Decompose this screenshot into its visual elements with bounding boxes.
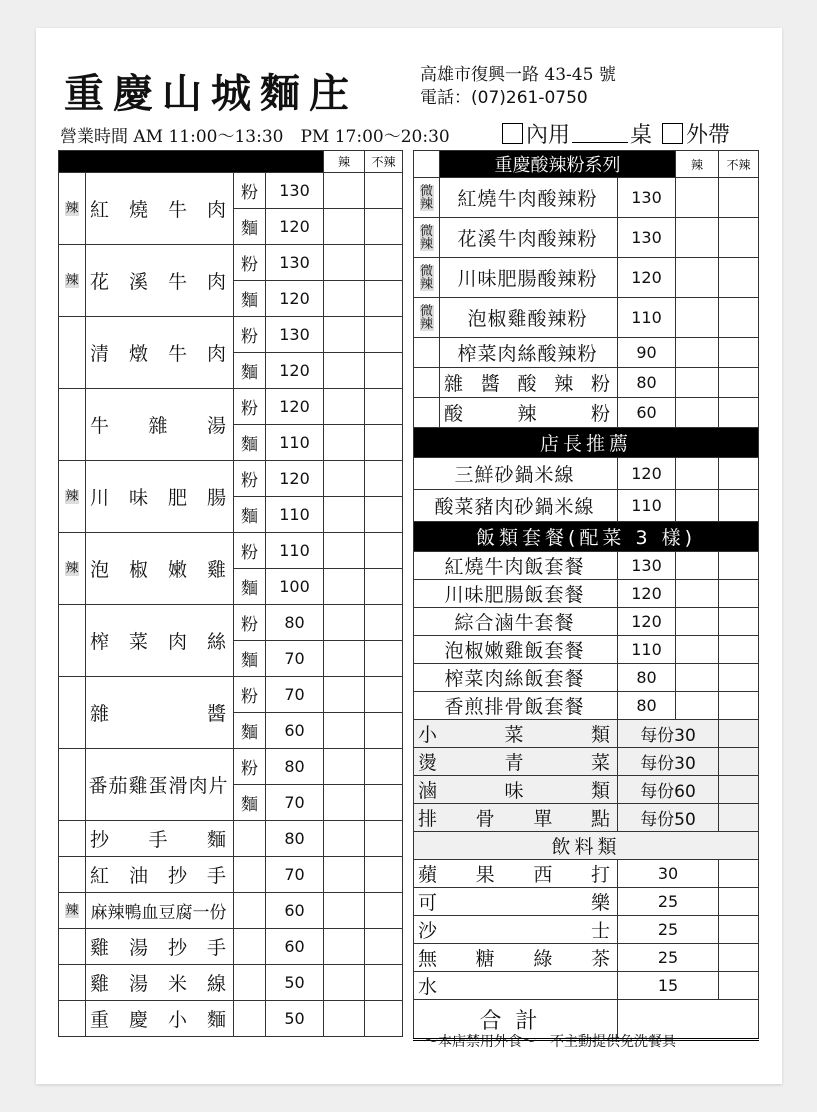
qty-cell[interactable] bbox=[676, 692, 719, 720]
single-item bbox=[86, 893, 234, 929]
item-name: 泡椒雞酸辣粉 bbox=[467, 308, 588, 330]
sour-item bbox=[440, 178, 618, 218]
sour-series-title: 重慶酸辣粉系列 bbox=[440, 151, 676, 178]
spicy-tag-cell bbox=[59, 929, 86, 965]
drink-item bbox=[414, 944, 618, 972]
not-spicy-checkbox[interactable] bbox=[365, 425, 403, 461]
single-item bbox=[86, 929, 234, 965]
not-spicy-checkbox[interactable] bbox=[365, 929, 403, 965]
item-name: 雜 醬 酸 辣 粉 bbox=[444, 373, 611, 395]
item-name: 泡椒嫩雞飯套餐 bbox=[444, 640, 585, 662]
qty-cell[interactable] bbox=[676, 608, 719, 636]
rice-noodle-label: 粉 bbox=[234, 749, 266, 785]
col-spicy: 辣 bbox=[324, 151, 365, 173]
item-name: 川味肥腸酸辣粉 bbox=[457, 268, 598, 290]
item-price: 90 bbox=[618, 338, 676, 368]
side-item bbox=[414, 720, 618, 748]
not-spicy-checkbox[interactable] bbox=[365, 857, 403, 893]
spicy-checkbox[interactable] bbox=[324, 425, 365, 461]
spicy-tag: 辣 bbox=[65, 200, 79, 216]
drink-item bbox=[414, 972, 618, 1000]
rice-set-item bbox=[414, 692, 618, 720]
qty-cell[interactable] bbox=[719, 944, 759, 972]
noodle-item bbox=[86, 749, 234, 821]
price-rice-noodle: 80 bbox=[266, 749, 324, 785]
side-price: 每份30 bbox=[618, 720, 719, 748]
spicy-tag: 辣 bbox=[65, 272, 79, 288]
right-menu-table bbox=[413, 150, 759, 1041]
single-item bbox=[86, 821, 234, 857]
item-name: 三鮮砂鍋米線 bbox=[454, 464, 575, 486]
mild-tag-cell bbox=[414, 368, 440, 398]
price-noodle: 100 bbox=[266, 569, 324, 605]
qty-cell[interactable] bbox=[676, 580, 719, 608]
not-spicy-checkbox[interactable] bbox=[719, 368, 759, 398]
spicy-checkbox[interactable] bbox=[676, 218, 719, 258]
spicy-checkbox[interactable] bbox=[324, 281, 365, 317]
spicy-checkbox[interactable] bbox=[676, 338, 719, 368]
side-price: 每份30 bbox=[618, 748, 719, 776]
price-noodle: 120 bbox=[266, 353, 324, 389]
not-spicy-checkbox[interactable] bbox=[365, 317, 403, 353]
empty-cell bbox=[234, 1001, 266, 1037]
qty-cell[interactable] bbox=[719, 664, 759, 692]
not-spicy-checkbox[interactable] bbox=[365, 245, 403, 281]
qty-cell[interactable] bbox=[676, 664, 719, 692]
noodle-menu-table bbox=[58, 150, 403, 1037]
mild-tag-cell bbox=[414, 398, 440, 428]
not-spicy-checkbox[interactable] bbox=[365, 749, 403, 785]
dine-in-checkbox[interactable] bbox=[502, 123, 523, 144]
price-noodle: 110 bbox=[266, 497, 324, 533]
not-spicy-checkbox[interactable] bbox=[365, 533, 403, 569]
item-name: 番茄雞蛋滑肉片 bbox=[88, 775, 229, 797]
item-name: 水 bbox=[418, 976, 439, 998]
not-spicy-checkbox[interactable] bbox=[365, 677, 403, 713]
item-name: 紅 油 抄 手 bbox=[90, 865, 227, 887]
side-item bbox=[414, 776, 618, 804]
qty-cell[interactable] bbox=[676, 490, 719, 522]
item-name: 雜 醬 bbox=[90, 703, 227, 725]
qty-cell[interactable] bbox=[719, 458, 759, 490]
item-name: 榨菜肉絲飯套餐 bbox=[444, 668, 585, 690]
not-spicy-checkbox[interactable] bbox=[365, 497, 403, 533]
spicy-tag: 辣 bbox=[65, 560, 79, 576]
spicy-tag-cell bbox=[59, 245, 86, 317]
col-not-spicy: 不辣 bbox=[365, 151, 403, 173]
not-spicy-checkbox[interactable] bbox=[719, 218, 759, 258]
spicy-checkbox[interactable] bbox=[324, 533, 365, 569]
not-spicy-checkbox[interactable] bbox=[719, 398, 759, 428]
spicy-tag-cell bbox=[59, 317, 86, 389]
item-name: 無 糖 綠 茶 bbox=[418, 948, 611, 970]
noodle-item bbox=[86, 605, 234, 677]
price-rice-noodle: 120 bbox=[266, 389, 324, 425]
rice-set-item bbox=[414, 552, 618, 580]
rice-set-item bbox=[414, 664, 618, 692]
qty-cell[interactable] bbox=[676, 458, 719, 490]
price-noodle: 70 bbox=[266, 641, 324, 677]
item-name: 香煎排骨飯套餐 bbox=[444, 696, 585, 718]
item-price: 120 bbox=[618, 258, 676, 298]
noodle-label: 麵 bbox=[234, 713, 266, 749]
spicy-tag-cell bbox=[59, 677, 86, 749]
single-item bbox=[86, 857, 234, 893]
rice-noodle-label: 粉 bbox=[234, 389, 266, 425]
qty-cell[interactable] bbox=[719, 636, 759, 664]
chef-item bbox=[414, 490, 618, 522]
noodle-label: 麵 bbox=[234, 353, 266, 389]
col-not-spicy: 不辣 bbox=[719, 151, 759, 178]
mild-spicy-tag: 微辣 bbox=[419, 183, 433, 212]
item-price: 80 bbox=[266, 821, 324, 857]
noodle-item bbox=[86, 677, 234, 749]
spicy-checkbox[interactable] bbox=[676, 368, 719, 398]
empty-cell bbox=[234, 929, 266, 965]
not-spicy-checkbox[interactable] bbox=[719, 178, 759, 218]
spicy-checkbox[interactable] bbox=[676, 298, 719, 338]
address: 高雄市復興一路 43-45 號 bbox=[420, 65, 616, 85]
noodle-label: 麵 bbox=[234, 641, 266, 677]
item-name: 川 味 肥 腸 bbox=[90, 487, 227, 509]
price-rice-noodle: 130 bbox=[266, 317, 324, 353]
noodle-item bbox=[86, 317, 234, 389]
chef-recommend-title: 店長推薦 bbox=[414, 428, 759, 458]
item-price: 60 bbox=[618, 398, 676, 428]
spicy-checkbox[interactable] bbox=[324, 353, 365, 389]
drink-price: 15 bbox=[618, 972, 719, 1000]
item-price: 120 bbox=[618, 458, 676, 490]
left-header-bar bbox=[59, 151, 324, 173]
footer-note: ～本店禁用外食～ 不主動提供免洗餐具 bbox=[424, 1034, 676, 1050]
drink-price: 30 bbox=[618, 860, 719, 888]
spicy-checkbox[interactable] bbox=[324, 749, 365, 785]
spicy-checkbox[interactable] bbox=[324, 317, 365, 353]
item-name: 沙 士 bbox=[418, 920, 611, 942]
item-price: 70 bbox=[266, 857, 324, 893]
price-rice-noodle: 80 bbox=[266, 605, 324, 641]
total-label: 合計 bbox=[414, 1000, 618, 1040]
not-spicy-checkbox[interactable] bbox=[365, 605, 403, 641]
noodle-label: 麵 bbox=[234, 785, 266, 821]
qty-cell[interactable] bbox=[676, 552, 719, 580]
item-name: 花溪牛肉酸辣粉 bbox=[457, 228, 598, 250]
mild-tag-cell bbox=[414, 178, 440, 218]
spicy-checkbox[interactable] bbox=[324, 713, 365, 749]
side-price: 每份50 bbox=[618, 804, 719, 832]
noodle-item bbox=[86, 461, 234, 533]
empty-cell bbox=[234, 893, 266, 929]
item-price: 120 bbox=[618, 608, 676, 636]
noodle-item bbox=[86, 245, 234, 317]
not-spicy-checkbox[interactable] bbox=[365, 641, 403, 677]
drink-item bbox=[414, 888, 618, 916]
rice-noodle-label: 粉 bbox=[234, 245, 266, 281]
price-noodle: 120 bbox=[266, 281, 324, 317]
spicy-checkbox[interactable] bbox=[324, 965, 365, 1001]
price-rice-noodle: 70 bbox=[266, 677, 324, 713]
table-unit: 桌 bbox=[630, 123, 653, 148]
dine-in-label: 內用 bbox=[526, 123, 571, 148]
mild-tag-cell bbox=[414, 258, 440, 298]
rice-set-title: 飯類套餐(配菜 3 樣) bbox=[414, 522, 759, 552]
item-price: 80 bbox=[618, 692, 676, 720]
mild-tag-cell bbox=[414, 218, 440, 258]
noodle-item bbox=[86, 389, 234, 461]
phone: 電話：(07)261-0750 bbox=[420, 88, 588, 108]
single-item bbox=[86, 1001, 234, 1037]
rice-noodle-label: 粉 bbox=[234, 533, 266, 569]
empty-cell bbox=[234, 857, 266, 893]
noodle-label: 麵 bbox=[234, 497, 266, 533]
price-noodle: 110 bbox=[266, 425, 324, 461]
spicy-tag-cell bbox=[59, 965, 86, 1001]
item-name: 花 溪 牛 肉 bbox=[90, 271, 227, 293]
item-name: 可 樂 bbox=[418, 892, 611, 914]
qty-cell[interactable] bbox=[719, 490, 759, 522]
qty-cell[interactable] bbox=[719, 804, 759, 832]
price-rice-noodle: 110 bbox=[266, 533, 324, 569]
item-price: 50 bbox=[266, 965, 324, 1001]
mild-tag-cell bbox=[414, 338, 440, 368]
item-name: 綜合滷牛套餐 bbox=[454, 612, 575, 634]
item-name: 燙 青 菜 bbox=[418, 752, 611, 774]
mild-spicy-tag: 微辣 bbox=[419, 303, 433, 332]
item-price: 80 bbox=[618, 368, 676, 398]
rice-noodle-label: 粉 bbox=[234, 173, 266, 209]
spicy-checkbox[interactable] bbox=[676, 258, 719, 298]
spicy-checkbox[interactable] bbox=[324, 569, 365, 605]
item-price: 110 bbox=[618, 636, 676, 664]
side-price: 每份60 bbox=[618, 776, 719, 804]
item-price: 110 bbox=[618, 490, 676, 522]
spicy-checkbox[interactable] bbox=[324, 785, 365, 821]
takeout-checkbox[interactable] bbox=[662, 123, 683, 144]
item-name: 蘋 果 西 打 bbox=[418, 864, 611, 886]
qty-cell[interactable] bbox=[719, 692, 759, 720]
item-name: 清 燉 牛 肉 bbox=[90, 343, 227, 365]
qty-cell[interactable] bbox=[719, 608, 759, 636]
spicy-tag-cell bbox=[59, 389, 86, 461]
spicy-tag: 辣 bbox=[65, 488, 79, 504]
price-noodle: 60 bbox=[266, 713, 324, 749]
not-spicy-checkbox[interactable] bbox=[365, 893, 403, 929]
item-name: 滷 味 類 bbox=[418, 780, 611, 802]
side-item bbox=[414, 748, 618, 776]
col-spicy: 辣 bbox=[676, 151, 719, 178]
item-name: 排 骨 單 點 bbox=[418, 808, 611, 830]
qty-cell[interactable] bbox=[719, 888, 759, 916]
empty-cell bbox=[234, 821, 266, 857]
rice-set-item bbox=[414, 636, 618, 664]
table-number-blank[interactable] bbox=[572, 124, 628, 143]
spicy-tag-cell bbox=[59, 749, 86, 821]
item-name: 雞 湯 米 線 bbox=[90, 973, 227, 995]
price-noodle: 120 bbox=[266, 209, 324, 245]
drink-price: 25 bbox=[618, 916, 719, 944]
spicy-checkbox[interactable] bbox=[324, 245, 365, 281]
spicy-tag-cell bbox=[59, 1001, 86, 1037]
spicy-tag: 辣 bbox=[65, 902, 79, 918]
spicy-tag-cell bbox=[59, 461, 86, 533]
spicy-checkbox[interactable] bbox=[324, 605, 365, 641]
drinks-title: 飲料類 bbox=[414, 832, 759, 860]
spicy-checkbox[interactable] bbox=[324, 1001, 365, 1037]
item-price: 120 bbox=[618, 580, 676, 608]
spicy-checkbox[interactable] bbox=[324, 857, 365, 893]
drink-item bbox=[414, 916, 618, 944]
item-price: 60 bbox=[266, 893, 324, 929]
not-spicy-checkbox[interactable] bbox=[719, 338, 759, 368]
item-price: 130 bbox=[618, 552, 676, 580]
spicy-checkbox[interactable] bbox=[324, 497, 365, 533]
not-spicy-checkbox[interactable] bbox=[365, 965, 403, 1001]
not-spicy-checkbox[interactable] bbox=[365, 569, 403, 605]
qty-cell[interactable] bbox=[719, 720, 759, 748]
not-spicy-checkbox[interactable] bbox=[365, 785, 403, 821]
not-spicy-checkbox[interactable] bbox=[365, 821, 403, 857]
spicy-checkbox[interactable] bbox=[324, 893, 365, 929]
not-spicy-checkbox[interactable] bbox=[365, 461, 403, 497]
price-rice-noodle: 130 bbox=[266, 245, 324, 281]
chef-item bbox=[414, 458, 618, 490]
item-name: 榨菜肉絲酸辣粉 bbox=[457, 343, 598, 365]
sour-item bbox=[440, 398, 618, 428]
noodle-label: 麵 bbox=[234, 209, 266, 245]
item-name: 酸 辣 粉 bbox=[444, 403, 611, 425]
item-name: 小 菜 類 bbox=[418, 724, 611, 746]
item-name: 麻辣鴨血豆腐一份 bbox=[90, 903, 227, 923]
item-name: 重 慶 小 麵 bbox=[90, 1009, 227, 1031]
price-rice-noodle: 130 bbox=[266, 173, 324, 209]
spicy-checkbox[interactable] bbox=[324, 641, 365, 677]
drink-item bbox=[414, 860, 618, 888]
item-name: 紅燒牛肉飯套餐 bbox=[444, 556, 585, 578]
not-spicy-checkbox[interactable] bbox=[365, 389, 403, 425]
spicy-checkbox[interactable] bbox=[324, 209, 365, 245]
qty-cell[interactable] bbox=[676, 636, 719, 664]
spicy-checkbox[interactable] bbox=[324, 821, 365, 857]
spicy-checkbox[interactable] bbox=[324, 677, 365, 713]
item-price: 130 bbox=[618, 218, 676, 258]
item-price: 130 bbox=[618, 178, 676, 218]
item-name: 牛 雜 湯 bbox=[90, 415, 227, 437]
rice-noodle-label: 粉 bbox=[234, 461, 266, 497]
spicy-checkbox[interactable] bbox=[676, 398, 719, 428]
single-item bbox=[86, 965, 234, 1001]
item-name: 泡 椒 嫩 雞 bbox=[90, 559, 227, 581]
item-price: 50 bbox=[266, 1001, 324, 1037]
not-spicy-checkbox[interactable] bbox=[365, 1001, 403, 1037]
not-spicy-checkbox[interactable] bbox=[365, 713, 403, 749]
noodle-label: 麵 bbox=[234, 425, 266, 461]
business-hours: 營業時間 AM 11:00～13:30 PM 17:00～20:30 bbox=[60, 127, 450, 147]
spicy-checkbox[interactable] bbox=[324, 389, 365, 425]
qty-cell[interactable] bbox=[719, 916, 759, 944]
takeout-label: 外帶 bbox=[686, 123, 731, 148]
empty-cell bbox=[234, 965, 266, 1001]
side-item bbox=[414, 804, 618, 832]
drink-price: 25 bbox=[618, 888, 719, 916]
not-spicy-checkbox[interactable] bbox=[365, 209, 403, 245]
item-price: 80 bbox=[618, 664, 676, 692]
item-name: 酸菜豬肉砂鍋米線 bbox=[434, 496, 595, 518]
noodle-label: 麵 bbox=[234, 569, 266, 605]
order-type bbox=[496, 118, 730, 149]
sour-item bbox=[440, 368, 618, 398]
noodle-item bbox=[86, 533, 234, 605]
not-spicy-checkbox[interactable] bbox=[365, 173, 403, 209]
rice-set-item bbox=[414, 580, 618, 608]
price-noodle: 70 bbox=[266, 785, 324, 821]
mild-tag-cell bbox=[414, 298, 440, 338]
item-name: 抄 手 麵 bbox=[90, 829, 227, 851]
sour-item bbox=[440, 258, 618, 298]
rice-noodle-label: 粉 bbox=[234, 677, 266, 713]
spicy-checkbox[interactable] bbox=[676, 178, 719, 218]
mild-spicy-tag: 微辣 bbox=[419, 223, 433, 252]
qty-cell[interactable] bbox=[719, 972, 759, 1000]
item-name: 川味肥腸飯套餐 bbox=[444, 584, 585, 606]
sour-item bbox=[440, 218, 618, 258]
spicy-tag-cell bbox=[59, 893, 86, 929]
price-rice-noodle: 120 bbox=[266, 461, 324, 497]
not-spicy-checkbox[interactable] bbox=[719, 298, 759, 338]
not-spicy-checkbox[interactable] bbox=[365, 281, 403, 317]
qty-cell[interactable] bbox=[719, 776, 759, 804]
spicy-checkbox[interactable] bbox=[324, 461, 365, 497]
noodle-item bbox=[86, 173, 234, 245]
spicy-checkbox[interactable] bbox=[324, 173, 365, 209]
not-spicy-checkbox[interactable] bbox=[719, 258, 759, 298]
spicy-checkbox[interactable] bbox=[324, 929, 365, 965]
rice-set-item bbox=[414, 608, 618, 636]
sour-item bbox=[440, 298, 618, 338]
rice-noodle-label: 粉 bbox=[234, 605, 266, 641]
rice-noodle-label: 粉 bbox=[234, 317, 266, 353]
qty-cell[interactable] bbox=[719, 580, 759, 608]
item-name: 榨 菜 肉 絲 bbox=[90, 631, 227, 653]
blank-cell bbox=[414, 151, 440, 178]
drink-price: 25 bbox=[618, 944, 719, 972]
qty-cell[interactable] bbox=[719, 552, 759, 580]
item-name: 紅燒牛肉酸辣粉 bbox=[457, 188, 598, 210]
qty-cell[interactable] bbox=[719, 860, 759, 888]
item-price: 110 bbox=[618, 298, 676, 338]
restaurant-name: 重慶山城麵庄 bbox=[64, 70, 358, 117]
qty-cell[interactable] bbox=[719, 748, 759, 776]
mild-spicy-tag: 微辣 bbox=[419, 263, 433, 292]
item-price: 60 bbox=[266, 929, 324, 965]
item-name: 雞 湯 抄 手 bbox=[90, 937, 227, 959]
spicy-tag-cell bbox=[59, 857, 86, 893]
item-name: 紅 燒 牛 肉 bbox=[90, 199, 227, 221]
spicy-tag-cell bbox=[59, 605, 86, 677]
noodle-label: 麵 bbox=[234, 281, 266, 317]
spicy-tag-cell bbox=[59, 173, 86, 245]
spicy-tag-cell bbox=[59, 821, 86, 857]
spicy-tag-cell bbox=[59, 533, 86, 605]
not-spicy-checkbox[interactable] bbox=[365, 353, 403, 389]
sour-item bbox=[440, 338, 618, 368]
